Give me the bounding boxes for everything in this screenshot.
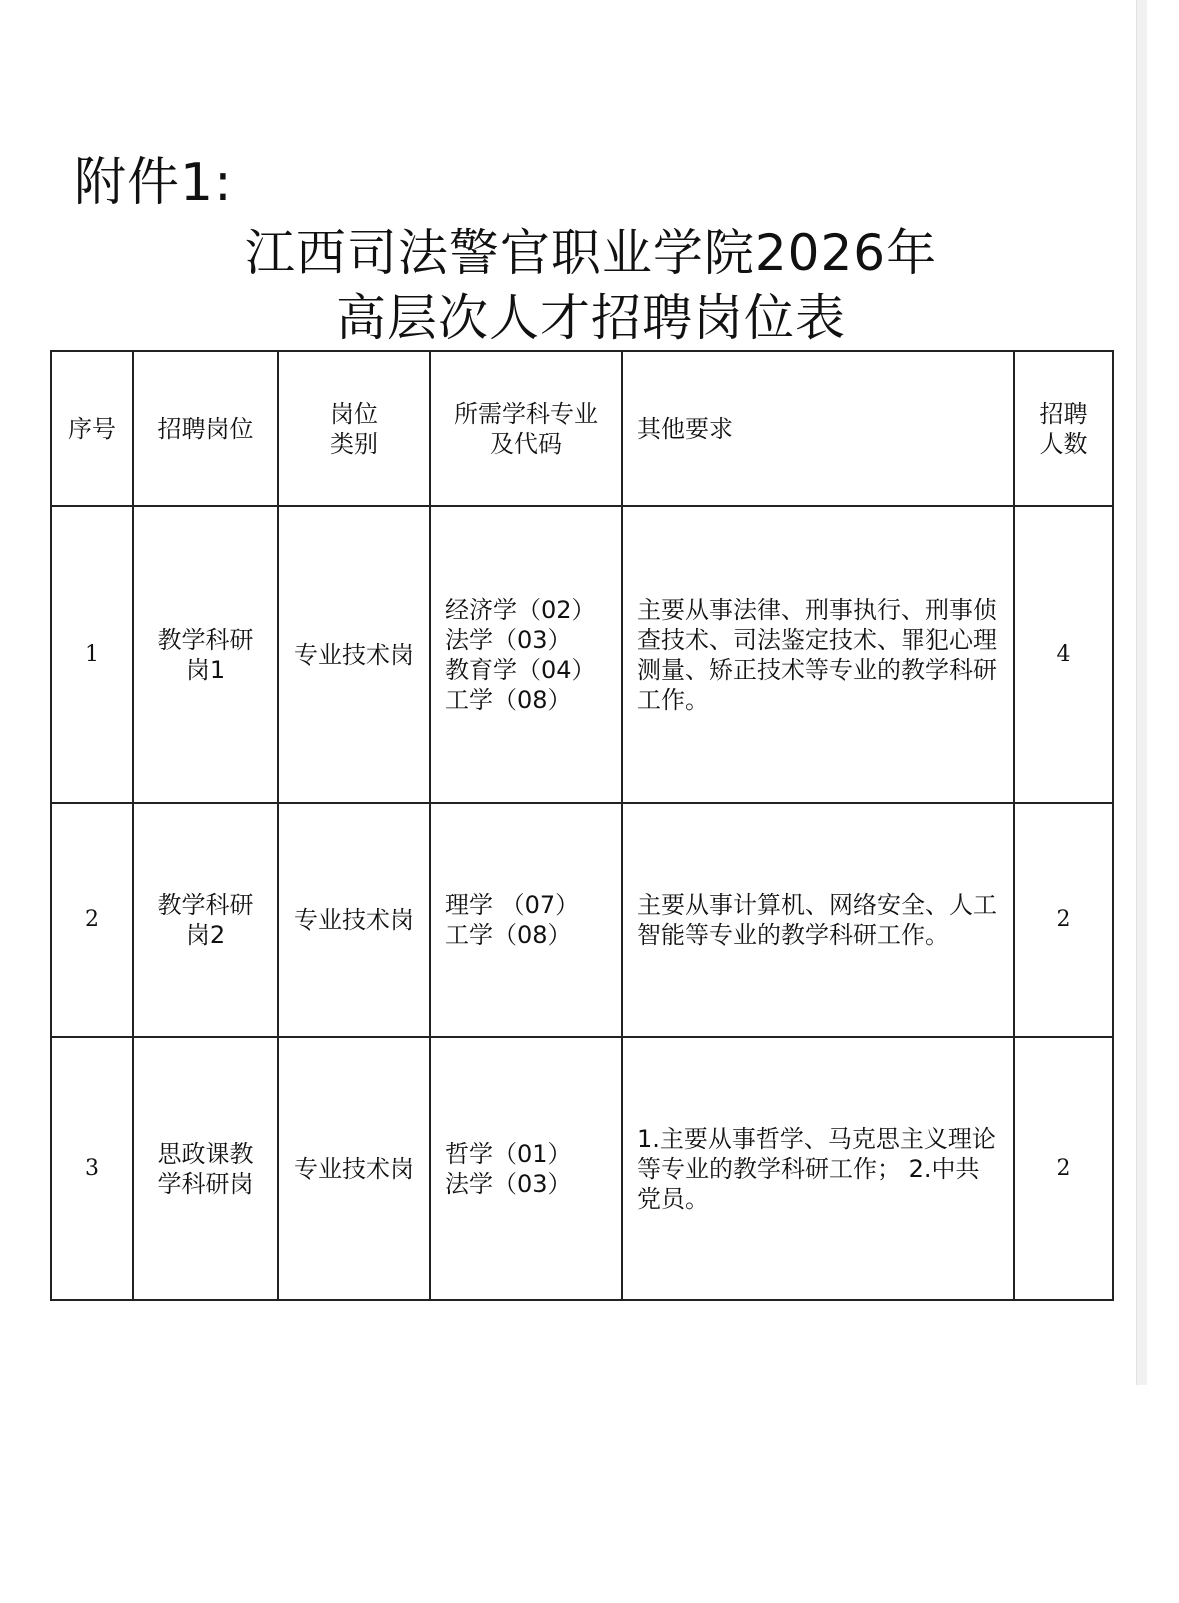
row-no: 2 [51, 803, 133, 1037]
table-row [51, 803, 1113, 1037]
document-title-line1: 江西司法警官职业学院2026年 [244, 224, 938, 282]
header-no: 序号 [51, 351, 133, 506]
row-no: 1 [51, 506, 133, 803]
header-category: 岗位 类别 [278, 351, 430, 506]
page-edge-strip [1136, 0, 1147, 1385]
row-count: 2 [1014, 1037, 1113, 1300]
table-header-row [51, 351, 1113, 506]
row-count: 2 [1014, 803, 1113, 1037]
table-row [51, 506, 1113, 803]
header-majors: 所需学科专业 及代码 [430, 351, 622, 506]
table-row [51, 1037, 1113, 1300]
row-requirements: 主要从事法律、刑事执行、刑事侦查技术、司法鉴定技术、罪犯心理测量、矫正技术等专业的教学科研工作。 [622, 506, 1014, 803]
row-majors: 哲学（01） 法学（03） [430, 1037, 622, 1300]
header-post: 招聘岗位 [133, 351, 278, 506]
row-post: 教学科研 岗1 [133, 506, 278, 803]
row-no: 3 [51, 1037, 133, 1300]
row-post: 思政课教 学科研岗 [133, 1037, 278, 1300]
row-category: 专业技术岗 [278, 803, 430, 1037]
row-majors: 理学 （07） 工学（08） [430, 803, 622, 1037]
row-requirements: 1.主要从事哲学、马克思主义理论等专业的教学科研工作； 2.中共党员。 [622, 1037, 1014, 1300]
attachment-label: 附件1: [74, 153, 233, 213]
row-count: 4 [1014, 506, 1113, 803]
row-category: 专业技术岗 [278, 506, 430, 803]
row-requirements: 主要从事计算机、网络安全、人工智能等专业的教学科研工作。 [622, 803, 1014, 1037]
document-title-line2: 高层次人才招聘岗位表 [336, 289, 846, 347]
row-post: 教学科研 岗2 [133, 803, 278, 1037]
header-requirements: 其他要求 [622, 351, 1014, 506]
row-category: 专业技术岗 [278, 1037, 430, 1300]
row-majors: 经济学（02） 法学（03） 教育学（04） 工学（08） [430, 506, 622, 803]
recruitment-table [50, 350, 1114, 1301]
header-count: 招聘 人数 [1014, 351, 1113, 506]
